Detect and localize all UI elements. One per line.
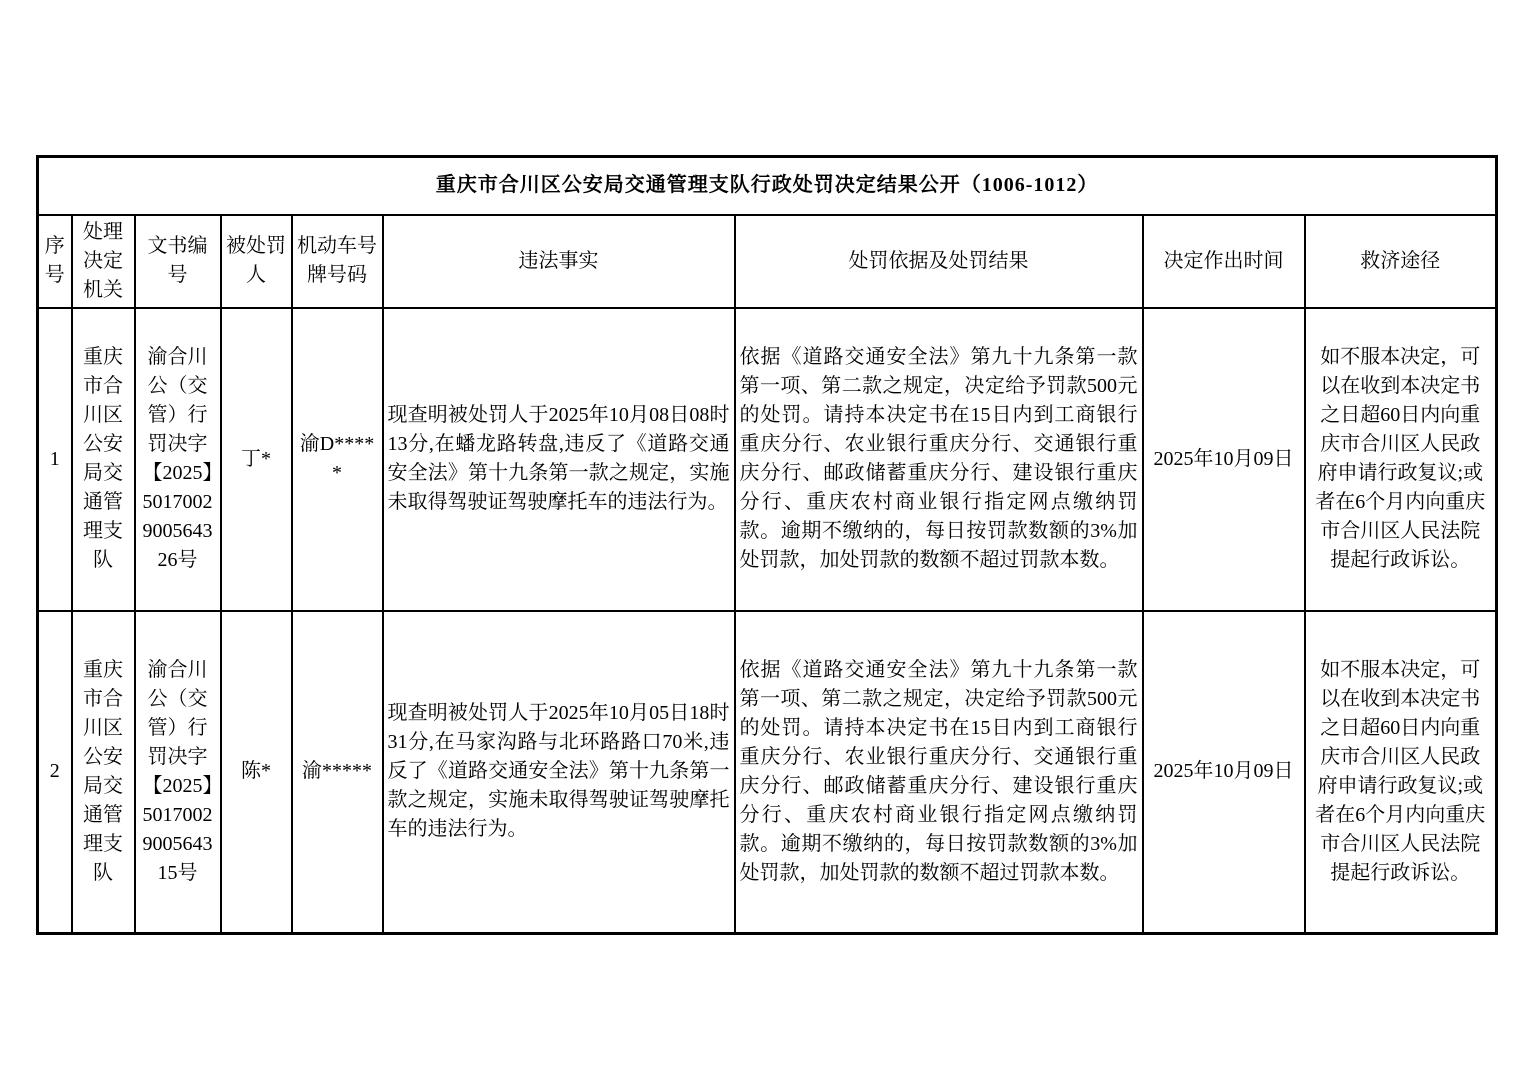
col-header-remedy: 救济途径 [1305, 215, 1497, 308]
table-row [38, 611, 1497, 934]
col-header-penalty: 处罚依据及处罚结果 [735, 215, 1143, 308]
row2-doc-no: 渝合川公（交管）行罚决字【2025】5017002900564315号 [135, 611, 221, 934]
row1-plate: 渝D***** [292, 308, 383, 611]
row1-facts: 现查明被处罚人于2025年10月08日08时13分,在蟠龙路转盘,违反了《道路交通安全法》第十九条第一款之规定，实施未取得驾驶证驾驶摩托车的违法行为。 [383, 308, 735, 611]
penalty-table [36, 155, 1498, 935]
row2-plate: 渝***** [292, 611, 383, 934]
row2-penalty: 依据《道路交通安全法》第九十九条第一款第一项、第二款之规定，决定给予罚款500元的处罚。请持本决定书在15日内到工商银行重庆分行、农业银行重庆分行、交通银行重庆分行、邮政储蓄重庆分行、建设银行重庆分行、重庆农村商业银行指定网点缴纳罚款。逾期不缴纳的，每日按罚款数额的3%加处罚款，加处罚款的数额不超过罚款本数。 [735, 611, 1143, 934]
row1-doc-no: 渝合川公（交管）行罚决字【2025】5017002900564326号 [135, 308, 221, 611]
col-header-person: 被处罚人 [221, 215, 292, 308]
col-header-facts: 违法事实 [383, 215, 735, 308]
penalty-disclosure-sheet [36, 155, 1495, 935]
col-header-doc-no: 文书编号 [135, 215, 221, 308]
row1-penalty: 依据《道路交通安全法》第九十九条第一款第一项、第二款之规定，决定给予罚款500元的处罚。请持本决定书在15日内到工商银行重庆分行、农业银行重庆分行、交通银行重庆分行、邮政储蓄重庆分行、建设银行重庆分行、重庆农村商业银行指定网点缴纳罚款。逾期不缴纳的，每日按罚款数额的3%加处罚款，加处罚款的数额不超过罚款本数。 [735, 308, 1143, 611]
table-row [38, 308, 1497, 611]
row2-remedy: 如不服本决定，可以在收到本决定书之日超60日内向重庆市合川区人民政府申请行政复议;或者在6个月内向重庆市合川区人民法院提起行政诉讼。 [1305, 611, 1497, 934]
row2-authority: 重庆市合川区公安局交通管理支队 [72, 611, 135, 934]
row1-remedy: 如不服本决定，可以在收到本决定书之日超60日内向重庆市合川区人民政府申请行政复议;或者在6个月内向重庆市合川区人民法院提起行政诉讼。 [1305, 308, 1497, 611]
row2-date: 2025年10月09日 [1143, 611, 1305, 934]
col-header-date: 决定作出时间 [1143, 215, 1305, 308]
row1-authority: 重庆市合川区公安局交通管理支队 [72, 308, 135, 611]
row2-facts: 现查明被处罚人于2025年10月05日18时31分,在马家沟路与北环路路口70米,违反了《道路交通安全法》第十九条第一款之规定，实施未取得驾驶证驾驶摩托车的违法行为。 [383, 611, 735, 934]
col-header-authority: 处理决定机关 [72, 215, 135, 308]
row2-serial: 2 [38, 611, 72, 934]
table-title: 重庆市合川区公安局交通管理支队行政处罚决定结果公开（1006-1012） [38, 157, 1497, 215]
header-row [38, 215, 1497, 308]
row1-person: 丁* [221, 308, 292, 611]
col-header-plate: 机动车号牌号码 [292, 215, 383, 308]
title-row [38, 157, 1497, 215]
col-header-serial: 序号 [38, 215, 72, 308]
row1-date: 2025年10月09日 [1143, 308, 1305, 611]
row1-serial: 1 [38, 308, 72, 611]
row2-person: 陈* [221, 611, 292, 934]
